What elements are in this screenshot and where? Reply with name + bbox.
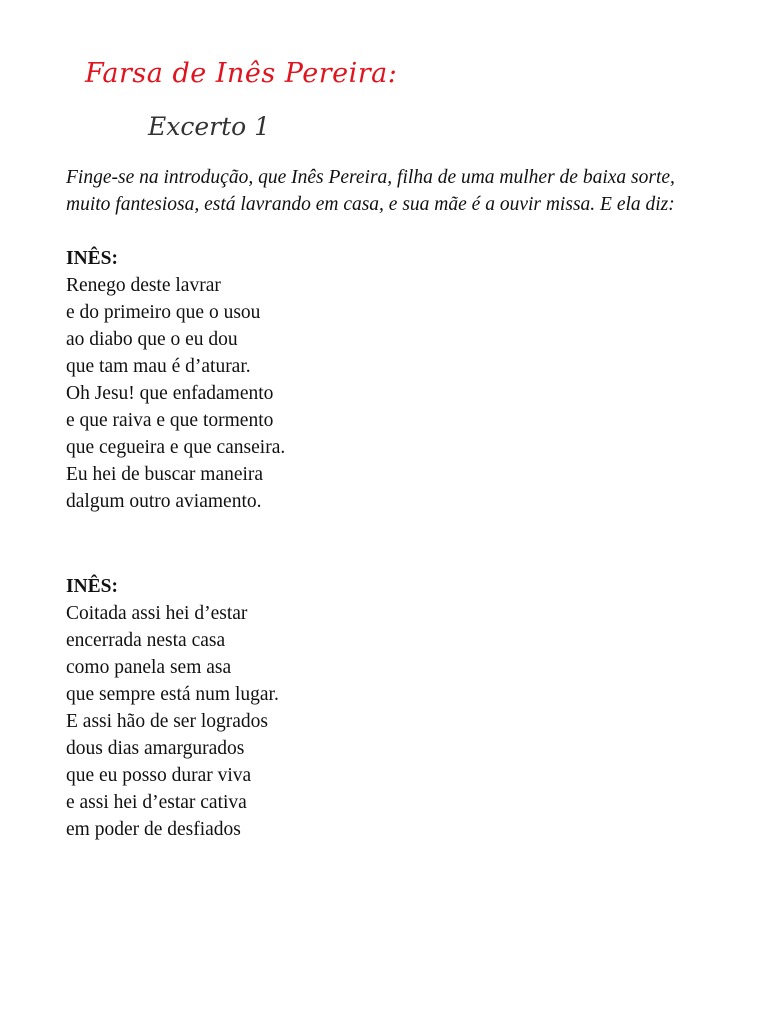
- intro-paragraph: Finge-se na introdução, que Inês Pereira, filha de uma mulher de baixa sorte, muito fantesiosa, está lavrando em casa, e sua mãe é a ouvir missa. E ela diz:: [66, 167, 675, 215]
- verse-line: que eu posso durar viva: [66, 765, 252, 786]
- verse-line: dalgum outro aviamento.: [66, 491, 262, 512]
- verse-line: Coitada assi hei d’estar: [66, 603, 248, 624]
- speaker-name: INÊS:: [66, 248, 119, 269]
- verse-line: que tam mau é d’aturar.: [66, 356, 251, 377]
- verse-line: e do primeiro que o usou: [66, 302, 261, 323]
- verse-line: Renego deste lavrar: [66, 275, 221, 296]
- verse-line: em poder de desfiados: [66, 819, 241, 840]
- verse-line: Oh Jesu! que enfadamento: [66, 383, 274, 404]
- excerpt-label: Excerto 1: [148, 112, 271, 141]
- verse-line: que cegueira e que canseira.: [66, 437, 286, 458]
- verse-line: e assi hei d’estar cativa: [66, 792, 247, 813]
- document-title: Farsa de Inês Pereira:: [85, 58, 398, 89]
- verse-line: encerrada nesta casa: [66, 630, 226, 651]
- speaker-name: INÊS:: [66, 576, 119, 597]
- verse-line: que sempre está num lugar.: [66, 684, 279, 705]
- verse-line: Eu hei de buscar maneira: [66, 464, 264, 485]
- verse-line: ao diabo que o eu dou: [66, 329, 238, 350]
- verse-line: como panela sem asa: [66, 657, 232, 678]
- stanza-2: [66, 573, 279, 843]
- verse-line: E assi hão de ser logrados: [66, 711, 268, 732]
- stanza-1: [66, 245, 285, 515]
- verse-line: dous dias amargurados: [66, 738, 245, 759]
- verse-line: e que raiva e que tormento: [66, 410, 274, 431]
